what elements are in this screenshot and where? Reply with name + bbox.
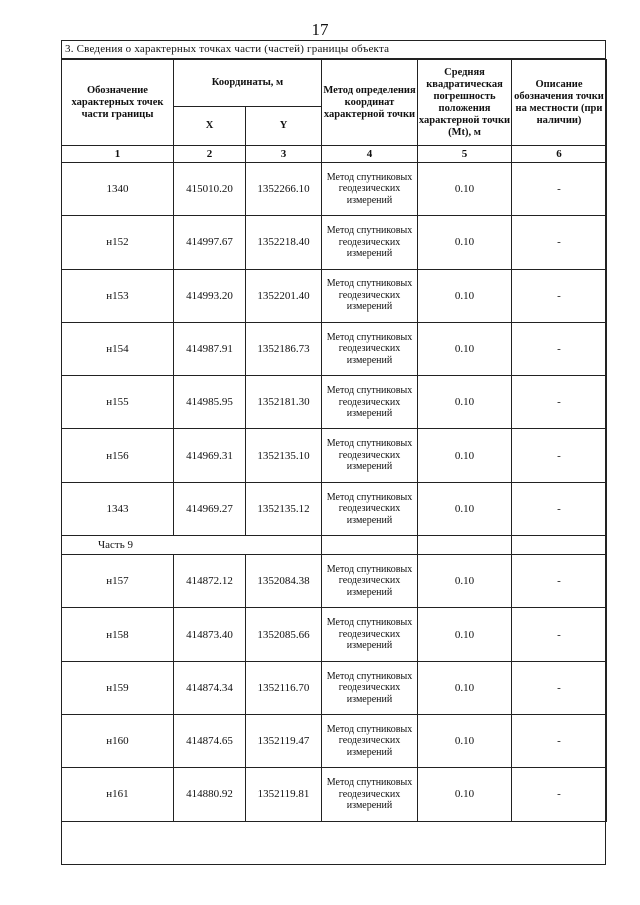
header-description: Описание обозначения точки на местности (при наличии) xyxy=(512,60,607,146)
method-cell: Метод спутниковых геодезических измерений xyxy=(322,429,418,482)
x-coordinate-cell: 414969.31 xyxy=(174,429,246,482)
table-row xyxy=(62,661,607,714)
method-cell: Метод спутниковых геодезических измерений xyxy=(322,216,418,269)
x-coordinate-cell: 414987.91 xyxy=(174,322,246,375)
method-cell: Метод спутниковых геодезических измерений xyxy=(322,768,418,821)
point-designation-cell: н161 xyxy=(62,768,174,821)
coordinates-table xyxy=(61,59,607,822)
table-row xyxy=(62,768,607,821)
column-number: 5 xyxy=(418,146,512,163)
method-cell: Метод спутниковых геодезических измерений xyxy=(322,661,418,714)
accuracy-cell: 0.10 xyxy=(418,768,512,821)
header-y: Y xyxy=(246,107,322,146)
x-coordinate-cell: 414873.40 xyxy=(174,608,246,661)
table-row xyxy=(62,269,607,322)
y-coordinate-cell: 1352201.40 xyxy=(246,269,322,322)
method-cell: Метод спутниковых геодезических измерений xyxy=(322,482,418,535)
table-row xyxy=(62,714,607,767)
accuracy-cell: 0.10 xyxy=(418,661,512,714)
accuracy-cell: 0.10 xyxy=(418,322,512,375)
y-coordinate-cell: 1352116.70 xyxy=(246,661,322,714)
empty-cell xyxy=(322,536,418,555)
column-number: 2 xyxy=(174,146,246,163)
part-row xyxy=(62,536,607,555)
table-row xyxy=(62,376,607,429)
header-point-designation: Обозначение характерных точек части границы xyxy=(62,60,174,146)
description-cell: - xyxy=(512,555,607,608)
point-designation-cell: н159 xyxy=(62,661,174,714)
x-coordinate-cell: 415010.20 xyxy=(174,163,246,216)
description-cell: - xyxy=(512,429,607,482)
description-cell: - xyxy=(512,714,607,767)
y-coordinate-cell: 1352186.73 xyxy=(246,322,322,375)
x-coordinate-cell: 414880.92 xyxy=(174,768,246,821)
method-cell: Метод спутниковых геодезических измерений xyxy=(322,269,418,322)
accuracy-cell: 0.10 xyxy=(418,269,512,322)
y-coordinate-cell: 1352085.66 xyxy=(246,608,322,661)
method-cell: Метод спутниковых геодезических измерений xyxy=(322,376,418,429)
y-coordinate-cell: 1352266.10 xyxy=(246,163,322,216)
accuracy-cell: 0.10 xyxy=(418,608,512,661)
accuracy-cell: 0.10 xyxy=(418,216,512,269)
column-number-row xyxy=(62,146,607,163)
y-coordinate-cell: 1352135.12 xyxy=(246,482,322,535)
empty-cell xyxy=(512,536,607,555)
x-coordinate-cell: 414874.34 xyxy=(174,661,246,714)
column-number: 6 xyxy=(512,146,607,163)
point-designation-cell: н160 xyxy=(62,714,174,767)
accuracy-cell: 0.10 xyxy=(418,714,512,767)
accuracy-cell: 0.10 xyxy=(418,163,512,216)
point-designation-cell: н157 xyxy=(62,555,174,608)
table-row xyxy=(62,163,607,216)
accuracy-cell: 0.10 xyxy=(418,429,512,482)
x-coordinate-cell: 414993.20 xyxy=(174,269,246,322)
table-row xyxy=(62,555,607,608)
column-number: 1 xyxy=(62,146,174,163)
description-cell: - xyxy=(512,216,607,269)
description-cell: - xyxy=(512,608,607,661)
point-designation-cell: 1340 xyxy=(62,163,174,216)
y-coordinate-cell: 1352218.40 xyxy=(246,216,322,269)
table-row xyxy=(62,429,607,482)
description-cell: - xyxy=(512,376,607,429)
column-number: 4 xyxy=(322,146,418,163)
header-x: X xyxy=(174,107,246,146)
point-designation-cell: н158 xyxy=(62,608,174,661)
accuracy-cell: 0.10 xyxy=(418,482,512,535)
x-coordinate-cell: 414969.27 xyxy=(174,482,246,535)
description-cell: - xyxy=(512,269,607,322)
column-number: 3 xyxy=(246,146,322,163)
x-coordinate-cell: 414874.65 xyxy=(174,714,246,767)
point-designation-cell: н154 xyxy=(62,322,174,375)
y-coordinate-cell: 1352135.10 xyxy=(246,429,322,482)
method-cell: Метод спутниковых геодезических измерений xyxy=(322,714,418,767)
point-designation-cell: н156 xyxy=(62,429,174,482)
description-cell: - xyxy=(512,661,607,714)
accuracy-cell: 0.10 xyxy=(418,555,512,608)
x-coordinate-cell: 414985.95 xyxy=(174,376,246,429)
y-coordinate-cell: 1352181.30 xyxy=(246,376,322,429)
section-title: 3. Сведения о характерных точках части (частей) границы объекта xyxy=(61,40,606,59)
point-designation-cell: н155 xyxy=(62,376,174,429)
header-coordinates: Координаты, м xyxy=(174,60,322,107)
method-cell: Метод спутниковых геодезических измерений xyxy=(322,322,418,375)
header-method: Метод определения координат характерной точки xyxy=(322,60,418,146)
y-coordinate-cell: 1352119.81 xyxy=(246,768,322,821)
description-cell: - xyxy=(512,768,607,821)
y-coordinate-cell: 1352119.47 xyxy=(246,714,322,767)
header-accuracy: Средняя квадратическая погрешность положения характерной точки (Mt), м xyxy=(418,60,512,146)
point-designation-cell: н152 xyxy=(62,216,174,269)
x-coordinate-cell: 414997.67 xyxy=(174,216,246,269)
description-cell: - xyxy=(512,163,607,216)
part-label: Часть 9 xyxy=(62,536,322,555)
description-cell: - xyxy=(512,482,607,535)
table-row xyxy=(62,322,607,375)
accuracy-cell: 0.10 xyxy=(418,376,512,429)
x-coordinate-cell: 414872.12 xyxy=(174,555,246,608)
empty-cell xyxy=(418,536,512,555)
method-cell: Метод спутниковых геодезических измерений xyxy=(322,163,418,216)
point-designation-cell: 1343 xyxy=(62,482,174,535)
point-designation-cell: н153 xyxy=(62,269,174,322)
description-cell: - xyxy=(512,322,607,375)
method-cell: Метод спутниковых геодезических измерений xyxy=(322,555,418,608)
table-row xyxy=(62,482,607,535)
method-cell: Метод спутниковых геодезических измерений xyxy=(322,608,418,661)
table-row xyxy=(62,216,607,269)
table-row xyxy=(62,608,607,661)
page-number: 17 xyxy=(311,20,329,39)
y-coordinate-cell: 1352084.38 xyxy=(246,555,322,608)
